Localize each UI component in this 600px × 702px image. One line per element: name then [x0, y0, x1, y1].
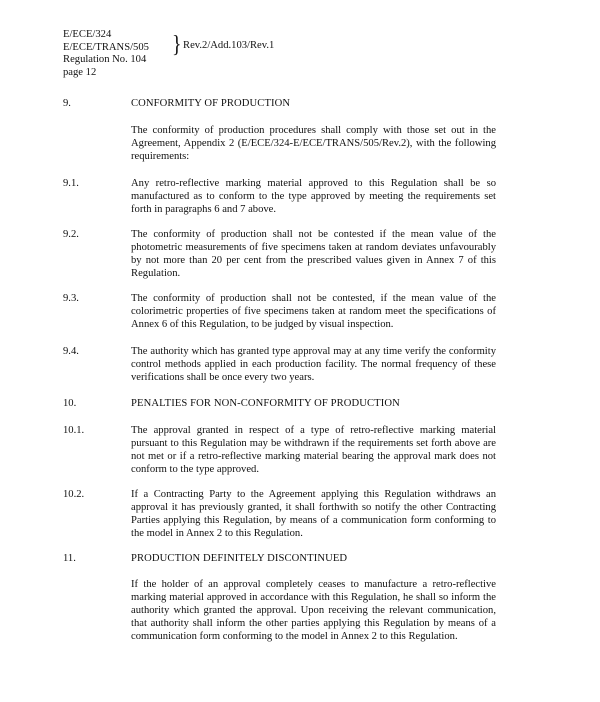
- paragraph-text: If a Contracting Party to the Agreement applying this Regulation withdraws an approval it has previously granted, it shall forthwith so notify the other Contracting Parties applying this Regulation, by means of a communication form conforming to the model in Annex 2 to this Regulation.: [131, 489, 496, 540]
- paragraph-text: Any retro-reflective marking material approved to this Regulation shall be so manufactured as to conform to the type approved by meeting the requirements set forth in paragraphs 6 and 7 above.: [131, 178, 496, 216]
- document-header: [63, 29, 149, 79]
- paragraph-number: 10.2.: [63, 489, 85, 500]
- paragraph-number: 9.1.: [63, 178, 79, 189]
- header-brace: }: [172, 31, 182, 59]
- section-heading: PENALTIES FOR NON-CONFORMITY OF PRODUCTION: [131, 398, 400, 409]
- section-number: 10.: [63, 398, 77, 409]
- paragraph-number: 10.1.: [63, 425, 85, 436]
- page-number: page 12: [63, 66, 97, 78]
- section-heading: PRODUCTION DEFINITELY DISCONTINUED: [131, 553, 348, 564]
- section-heading: CONFORMITY OF PRODUCTION: [131, 98, 291, 109]
- paragraph-text: The conformity of production procedures shall comply with those set out in the Agreement, Appendix 2 (E/ECE/324-E/ECE/TRANS/505/Rev.2), with the following requirements:: [131, 125, 496, 163]
- regulation-number: Regulation No. 104: [63, 54, 147, 65]
- document-symbol-trans: E/ECE/TRANS/505: [63, 41, 149, 53]
- paragraph-number: 9.4.: [63, 346, 79, 357]
- section-number: 11.: [63, 553, 76, 564]
- paragraph-text: The approval granted in respect of a type of retro-reflective marking material pursuant to this Regulation may be withdrawn if the requirements set forth above are not met or if a retro-reflective marking material bearing the approval mark does not conform to the type approved.: [131, 425, 496, 476]
- paragraph-text: The conformity of production shall not be contested if the mean value of the photometric measurements of five specimens taken at random deviates unfavourably by not more than 20 per cent from the prescribed values given in Annex 7 of this Regulation.: [131, 229, 496, 280]
- paragraph-number: 9.2.: [63, 229, 79, 240]
- paragraph-text: If the holder of an approval completely ceases to manufacture a retro-reflective marking material approved in accordance with this Regulation, he shall so inform the authority which granted the approval. Upon receiving the relevant communication, that authority shall inform the other parties applying this Regulation by means of a communication form conforming to the model in Annex 2 to this Regulation.: [131, 579, 496, 643]
- paragraph-text: The conformity of production shall not be contested, if the mean value of the colorimetric properties of five specimens taken at random meet the specifications of Annex 6 of this Regulation, to be judged by visual inspection.: [131, 293, 496, 331]
- revision-reference: Rev.2/Add.103/Rev.1: [183, 40, 275, 51]
- document-symbol: E/ECE/324: [63, 29, 112, 40]
- paragraph-text: The authority which has granted type approval may at any time verify the conformity control methods applied in each production facility. The normal frequency of these verifications shall be once every two years.: [131, 346, 496, 384]
- paragraph-number: 9.3.: [63, 293, 79, 304]
- section-number: 9.: [63, 98, 71, 109]
